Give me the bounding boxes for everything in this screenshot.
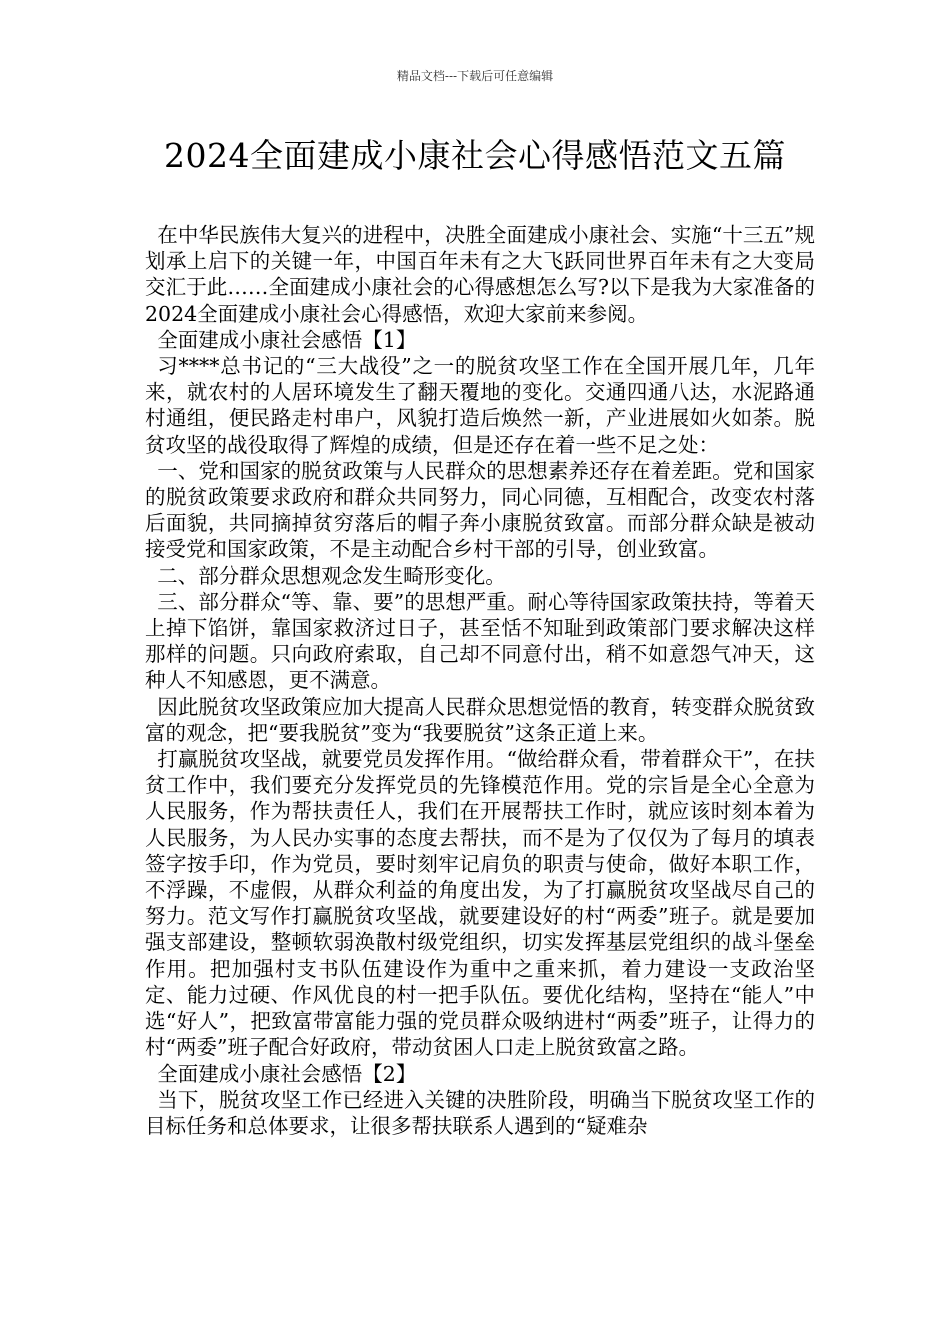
document-body [145,222,815,1139]
section-heading: 全面建成小康社会感悟【1】 [157,327,417,352]
body-paragraph: 当下，脱贫攻坚工作已经进入关键的决胜阶段，明确当下脱贫攻坚工作的目标任务和总体要求，让很多帮扶联系人遇到的“疑难杂 [145,1087,815,1138]
body-paragraph: 因此脱贫攻坚政策应加大提高人民群众思想觉悟的教育，转变群众脱贫致富的观念，把“要我脱贫”变为“我要脱贫”这条正道上来。 [145,694,815,745]
section-heading: 全面建成小康社会感悟【2】 [157,1061,417,1086]
body-paragraph: 二、部分群众思想观念发生畸形变化。 [157,563,506,588]
body-paragraph: 三、部分群众“等、靠、要”的思想严重。耐心等待国家政策扶持，等着天上掉下馅饼，靠国家救济过日子，甚至恬不知耻到政策部门要求解决这样那样的问题。只向政府索取，自己却不同意付出，稍不如意怨气冲天，这种人不知感恩，更不满意。 [145,589,815,693]
document-title: 2024全面建成小康社会心得感悟范文五篇 [164,136,786,175]
intro-paragraph: 在中华民族伟大复兴的进程中，决胜全面建成小康社会、实施“十三五”规划承上启下的关键一年，中国百年未有之大飞跃同世界百年未有之大变局交汇于此……全面建成小康社会的心得感想怎么写?以下是我为大家准备的2024全面建成小康社会心得感悟，欢迎大家前来参阅。 [145,223,815,326]
body-paragraph: 习****总书记的“三大战役”之一的脱贫攻坚工作在全国开展几年，几年来，就农村的人居环境发生了翻天覆地的变化。交通四通八达，水泥路通村通组，便民路走村串户，风貌打造后焕然一新，产业进展如火如荼。脱贫攻坚的战役取得了辉煌的成绩，但是还存在着一些不足之处： [145,354,815,457]
header-note: 精品文档---下载后可任意编辑 [396,69,554,83]
body-paragraph: 打赢脱贫攻坚战，就要党员发挥作用。“做给群众看，带着群众干”，在扶贫工作中，我们要充分发挥党员的先锋模范作用。党的宗旨是全心全意为人民服务，作为帮扶责任人，我们在开展帮扶工作时，就应该时刻本着为人民服务，为人民办实事的态度去帮扶，而不是为了仅仅为了每月的填表签字按手印，作为党员，要时刻牢记肩负的职责与使命，做好本职工作，不浮躁，不虚假，从群众利益的角度出发，为了打赢脱贫攻坚战尽自己的努力。范文写作打赢脱贫攻坚战，就要建设好的村“两委”班子。就是要加强支部建设，整顿软弱涣散村级党组织，切实发挥基层党组织的战斗堡垒作用。把加强村支书队伍建设作为重中之重来抓，着力建设一支政治坚定、能力过硬、作风优良的村一把手队伍。要优化结构，坚持在“能人”中选“好人”，把致富带富能力强的党员群众吸纳进村“两委”班子，让得力的村“两委”班子配合好政府，带动贫困人口走上脱贫致富之路。 [145,747,815,1060]
body-paragraph: 一、党和国家的脱贫政策与人民群众的思想素养还存在着差距。党和国家的脱贫政策要求政府和群众共同努力，同心同德，互相配合，改变农村落后面貌，共同摘掉贫穷落后的帽子奔小康脱贫致富。而部分群众缺是被动接受党和国家政策，不是主动配合乡村干部的引导，创业致富。 [145,458,815,562]
